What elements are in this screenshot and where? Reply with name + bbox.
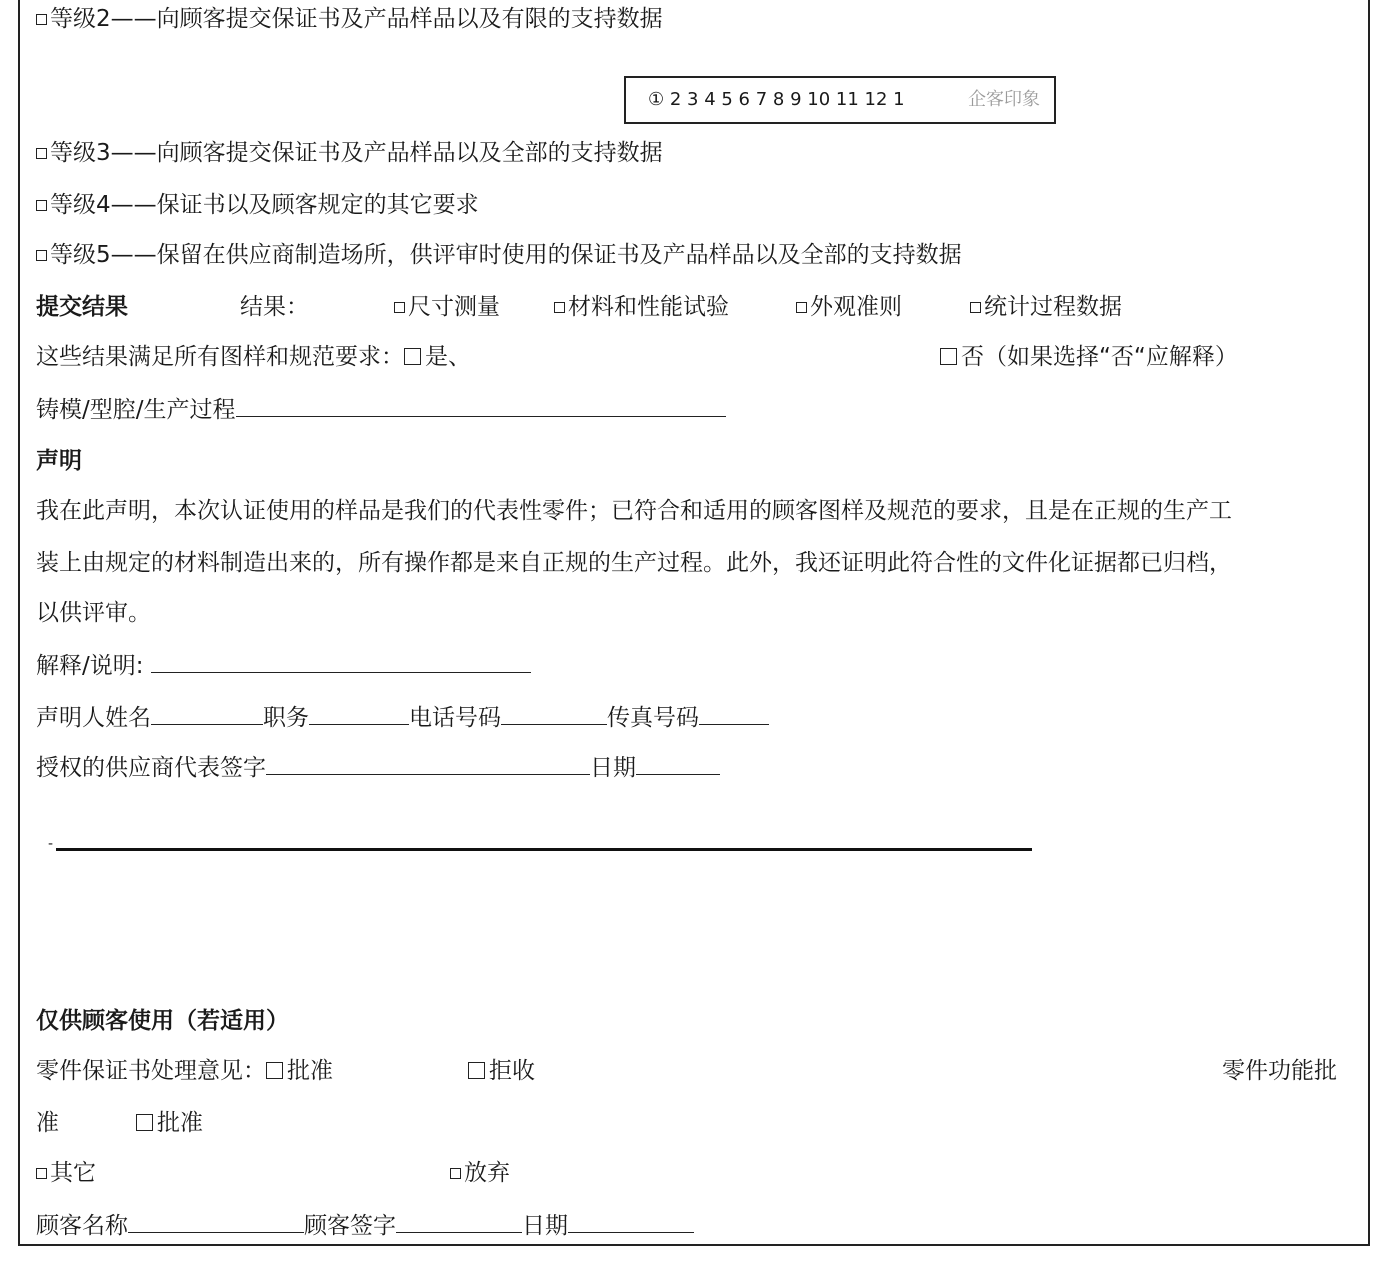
function-approve-checkbox[interactable] [136,1114,153,1131]
meet-requirements-row: 这些结果满足所有图样和规范要求： 是、 [36,344,471,370]
level-3-option[interactable]: 等级3——向顾客提交保证书及产品样品以及全部的支持数据 [36,138,663,168]
level-5-option[interactable]: 等级5——保留在供应商制造场所，供评审时使用的保证书及产品样品以及全部的支持数据 [36,240,962,270]
fax-field[interactable] [699,702,769,725]
approve-checkbox[interactable] [266,1062,283,1079]
yes-checkbox[interactable] [404,348,421,365]
results-label: 结果： [240,294,309,320]
result-appearance-option[interactable]: 外观准则 [796,292,902,322]
customer-sign-row: 顾客名称 顾客签字 日期 [36,1210,694,1241]
checkbox[interactable] [36,14,47,25]
reject-option[interactable]: 拒收 [468,1056,535,1086]
level-4-option[interactable]: 等级4——保证书以及顾客规定的其它要求 [36,190,479,220]
customer-signature-field[interactable] [396,1210,522,1233]
checkbox[interactable] [36,250,47,261]
customer-heading: 仅供顾客使用（若适用） [36,1008,289,1034]
phone-field[interactable] [501,702,607,725]
function-approval-label: 零件功能批 [1222,1058,1337,1084]
watermark: 企客印象 [968,89,1040,110]
customer-name-field[interactable] [128,1210,304,1233]
signature-field[interactable] [266,752,590,775]
checkbox[interactable] [554,302,565,313]
declaration-heading: 声明 [36,448,82,474]
declaration-text-2: 装上由规定的材料制造出来的，所有操作都是来自正规的生产过程。此外，我还证明此符合性的文件化证据都已归档， [36,550,1232,576]
level-2-option[interactable]: 等级2——向顾客提交保证书及产品样品以及有限的支持数据 [36,4,663,34]
checkbox[interactable] [394,302,405,313]
waive-option[interactable]: 放弃 [450,1158,510,1188]
no-option[interactable]: 否（如果选择“否“应解释） [940,342,1238,372]
no-checkbox[interactable] [940,348,957,365]
results-heading: 提交结果 [36,294,128,320]
dash-mark: - [48,836,54,852]
result-material-option[interactable]: 材料和性能试验 [554,292,729,322]
title-field[interactable] [309,702,409,725]
name-field[interactable] [151,702,263,725]
declaration-text-3: 以供评审。 [36,600,151,626]
explain-row: 解释/说明: [36,650,531,681]
checkbox[interactable] [796,302,807,313]
checkbox[interactable] [36,1168,47,1179]
explain-field[interactable] [151,650,531,673]
signer-row: 声明人姓名 职务 电话号码 传真号码 [36,702,769,733]
checkbox[interactable] [450,1168,461,1179]
authorized-signature-row: 授权的供应商代表签字 日期 [36,752,720,783]
checkbox[interactable] [970,302,981,313]
process-field[interactable] [236,394,726,417]
checkbox[interactable] [36,200,47,211]
reject-checkbox[interactable] [468,1062,485,1079]
declaration-text-1: 我在此声明，本次认证使用的样品是我们的代表性零件；已符合和适用的顾客图样及规范的要求，且是在正规的生产工 [36,498,1232,524]
process-row: 铸模/型腔/生产过程 [36,394,726,425]
separator-line [56,848,1032,851]
other-option[interactable]: 其它 [36,1158,96,1188]
result-spc-option[interactable]: 统计过程数据 [970,292,1122,322]
checkbox[interactable] [36,148,47,159]
number-seal-box: ① 2 3 4 5 6 7 8 9 10 11 12 1 企客印象 [624,76,1056,124]
function-approval-label-cont: 准 [36,1110,59,1136]
date-field[interactable] [636,752,720,775]
customer-date-field[interactable] [568,1210,694,1233]
result-dimension-option[interactable]: 尺寸测量 [394,292,500,322]
function-approve-option[interactable]: 批准 [136,1108,203,1138]
disposition-row: 零件保证书处理意见： 批准 [36,1058,333,1084]
